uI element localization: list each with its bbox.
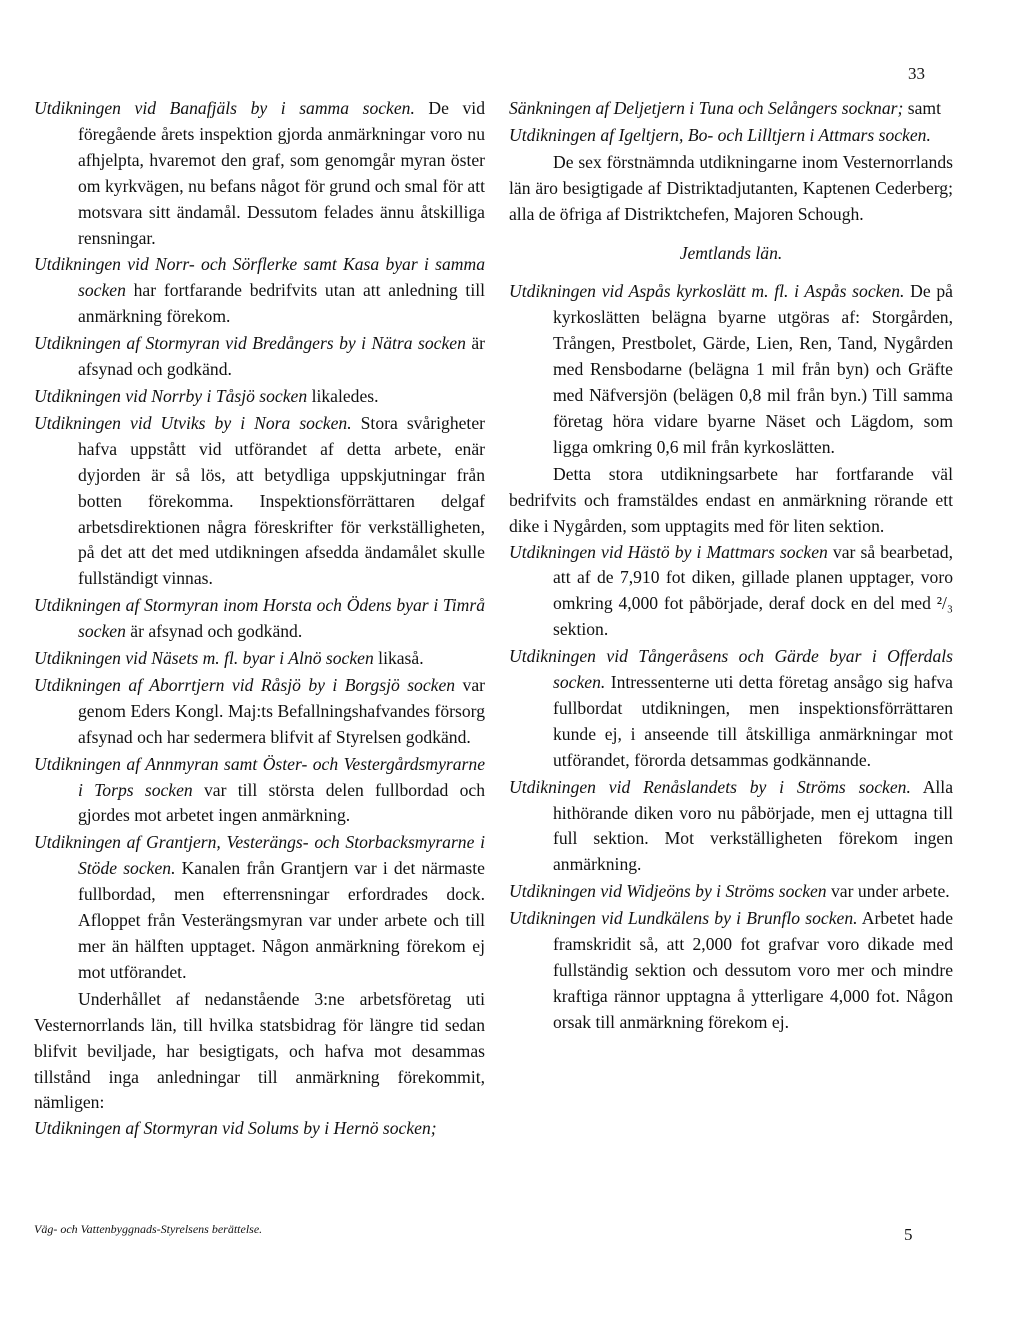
entry-body: var genom Eders Kongl. Maj:ts Befallningshafvandes försorg afsynad och har sedermera blifvit af Styrelsen godkänd. [78,674,485,747]
report-entry [34,411,485,592]
entry-heading: Utdikningen vid Tångeråsens och Gärde byar i Offerdals socken. [509,646,953,693]
entry-heading: Utdikningen af Stormyran inom Horsta och Ödens byar i Timrå socken [34,595,485,642]
entry-heading: Utdikningen vid Renåslandets by i Ströms socken. [509,776,911,797]
entry-heading: Utdikningen vid Banafjäls by i samma socken. [34,98,415,118]
entry-heading: Utdikningen vid Norrby i Tåsjö socken [34,385,308,406]
entry-body: var så bearbetad, att af de 7,910 fot diken, gillade planen upptager, voro omkring 4,000 fot påbörjade, deraf dock en del med ²/₃ sektion. [553,541,953,640]
entry-body: var under arbete. [826,881,950,902]
right-column [509,96,953,1037]
entry-body: var till största delen fullbordad och gjordes mot arbetet ingen anmärkning. [78,779,485,826]
report-entry [34,1116,485,1142]
entry-heading: Utdikningen vid Näsets m. fl. byar i Alnö socken [34,648,374,669]
report-entry [509,879,953,905]
entry-heading: Utdikningen af Igeltjern, Bo- och Lilltjern i Attmars socken. [509,124,931,145]
report-entry [509,540,953,644]
entry-body: Arbetet hade framskridit så, att 2,000 fot grafvar voro dikade med fullständig sektion och dessutom voro mer och mindre kraftiga rännor upptagna å ytterligare 4,000 fot. Någon orsak till anmärkning förekom ej. [553,908,953,1032]
entry-heading: Utdikningen af Stormyran vid Bredångers by i Nätra socken [34,333,466,354]
entry-body: Intressenterne uti detta företag ansågo sig hafva fullbordat utdikningen, men inspektionsförrättaren kunde ej, i anseende till åtskilliga anmärkningar mot utförandet, förorda detsammas godkännande. [553,672,953,770]
running-footer: Väg- och Vattenbyggnads-Styrelsens berättelse. [34,1222,263,1236]
entry-body: likaså. [373,648,424,669]
report-entry [509,123,953,149]
entry-body: samt [903,98,941,118]
entry-body: De vid föregående årets inspektion gjorda anmärkningar voro nu afhjelpta, hvaremot den graf, som genomgår myran öster om kyrkvägen, nu befans något för grund och smal för att motsvara sitt ändamål. Dessutom felades ännu åtskilliga rensningar. [78,98,485,248]
entry-heading: Utdikningen vid Widjeöns by i Ströms socken [509,881,827,902]
paragraph: De sex förstnämnda utdikningarne inom Vesternorrlands län äro besigtigade af Distriktadjutanten, Kaptenen Cederberg; alla de öfriga af Distriktchefen, Majoren Schough. [509,151,953,224]
report-entry [509,96,953,122]
section-heading: Jemtlands län. [679,242,783,263]
entry-heading: Utdikningen vid Aspås kyrkoslätt m. fl. i Aspås socken. [509,281,905,302]
entry-body: är afsynad och godkänd. [78,333,485,380]
page-number: 33 [908,64,925,83]
entry-body: likaledes. [307,385,379,406]
entry-heading: Utdikningen vid Lundkälens by i Brunflo socken. [509,908,858,929]
report-entry [34,830,485,985]
entry-heading: Utdikningen af Annmyran samt Öster- och Vestergårdsmyrarne i Torps socken [34,753,485,800]
report-entry [509,906,953,1036]
report-entry [509,775,953,879]
entry-heading: Utdikningen af Stormyran vid Solums by i Hernö socken; [34,1118,437,1139]
entry-heading: Utdikningen vid Norr- och Sörflerke samt Kasa byar i samma socken [34,254,485,301]
entry-body: är afsynad och godkänd. [125,621,303,642]
left-column [34,96,485,1143]
entry-heading: Utdikningen vid Hästö by i Mattmars socken [509,541,828,562]
report-entry [34,673,485,751]
entry-body: Kanalen från Grantjern var i det närmaste fullbordad, men efterrensningar erfordrades dock. Afloppet från Vesterängsmyran var under arbete och till mer än hälften upptaget. Någon anmärkning förekom ej mot utförandet. [78,858,485,982]
report-entry [509,644,953,774]
paragraph: Underhållet af nedanstående 3:ne arbetsföretag uti Vesternorrlands län, till hvilka statsbidrag för längre tid sedan blifvit beviljade, har besigtigats, och hafva mot desammas tillstånd inga anledningar till anmärkning förekommit, nämligen: [34,988,485,1113]
report-entry [34,96,485,251]
report-entry [34,593,485,645]
report-entry [34,384,485,410]
entry-heading: Utdikningen af Grantjern, Vesterängs- och Storbacksmyrarne i Stöde socken. [34,832,485,879]
entry-body: Stora svårigheter hafva uppstått vid utförandet af detta arbete, enär dyjorden är så lös, att betydliga uppskjutningar från botten förekomma. Inspektionsförrättaren delgaf arbetsdirektionen några föreskrifter för verkställigheten, på det att det med utdikningen afsedda ändamålet skulle fullständigt vinnas. [78,412,485,589]
entry-heading: Sänkningen af Deljetjern i Tuna och Selångers socknar; [509,98,904,118]
entry-body: Alla hithörande diken voro nu påbörjade, men ej uttagna till full sektion. Mot verkställigheten förekom ingen anmärkning. [553,776,953,875]
report-entry [34,252,485,330]
entry-body: har fortfarande bedrifvits utan att anledning till anmärkning förekom. [78,280,485,327]
paragraph: Detta stora utdikningsarbete har fortfarande väl bedrifvits och framstäldes endast en anmärkning rörande ett dike i Nygården, som upptagits med för liten sektion. [509,463,953,536]
report-entry [34,646,485,672]
entry-body: De på kyrkoslätten belägna byarne utgöras af: Storgården, Trången, Prestbolet, Gärde, Lien, Ren, Tand, Nygården med Rensbodarne (belägna 1 mil från byn) och Gräfte med Näfversjön (belägen 0,8 mil från byn.) Till samma företag höra vidare byarne Näset och Lägdom, som ligga omkring 0,6 mil från kyrkoslätten. [553,281,953,457]
report-entry [34,752,485,830]
entry-heading: Utdikningen af Aborrtjern vid Råsjö by i Borgsjö socken [34,674,456,695]
sheet-signature: 5 [904,1225,913,1244]
entry-heading: Utdikningen vid Utviks by i Nora socken. [34,412,352,433]
report-entry [34,331,485,383]
report-entry [509,279,953,460]
